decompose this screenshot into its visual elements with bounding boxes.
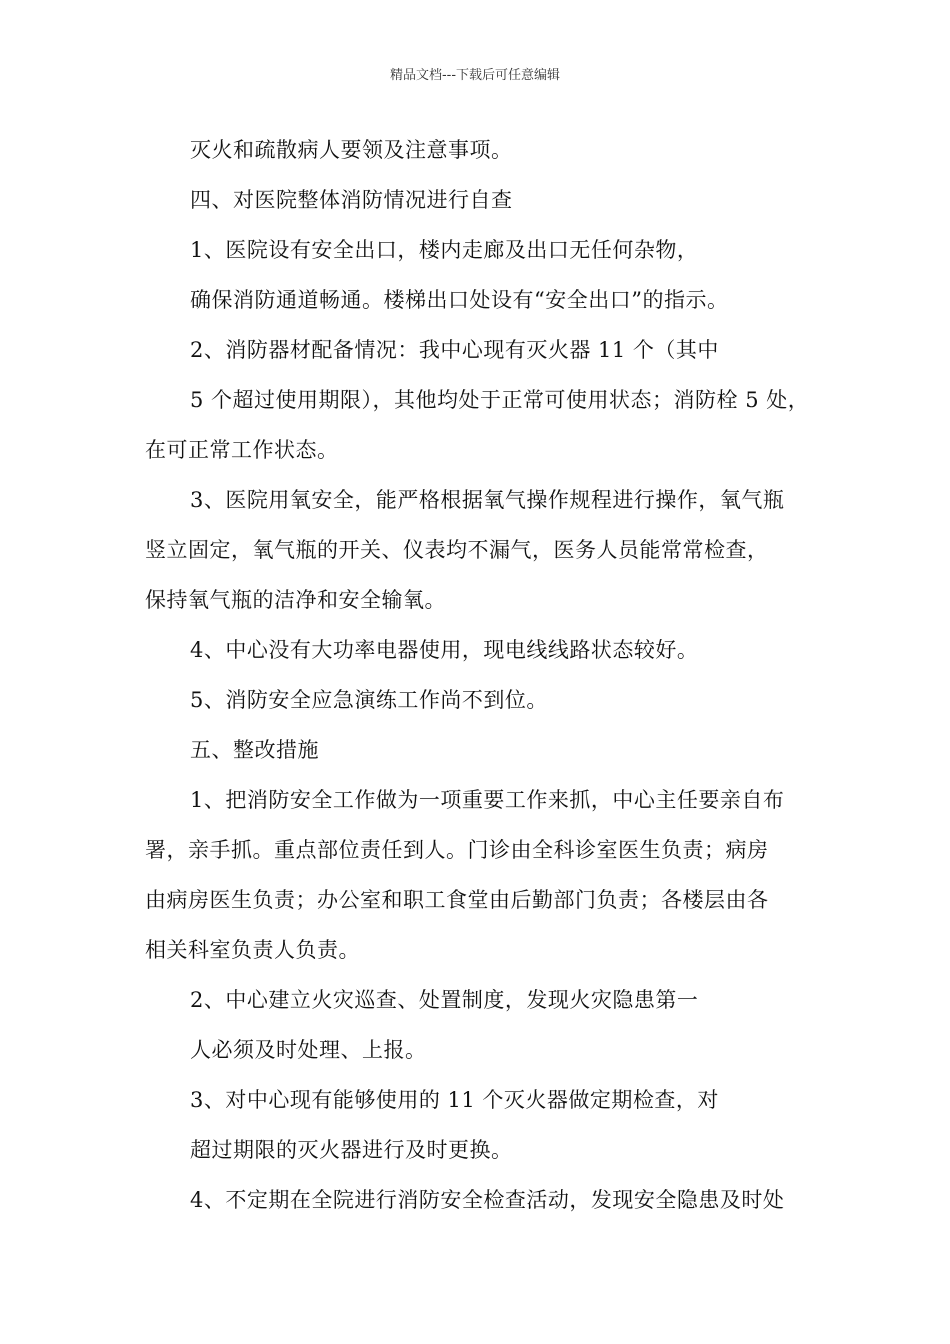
text-line-21: 超过期限的灭火器进行及时更换。	[190, 1138, 513, 1162]
text-line-10: 保持氧气瓶的洁净和安全输氧。	[145, 588, 446, 612]
text-line-17: 相关科室负责人负责。	[145, 938, 360, 962]
section-heading: 五、整改措施	[190, 738, 319, 762]
text-line-8: 3、医院用氧安全，能严格根据氧气操作规程进行操作，氧气瓶	[190, 488, 785, 512]
text-line-18: 2、中心建立火灾巡查、处置制度，发现火灾隐患第一	[190, 988, 699, 1012]
text-line-7: 在可正常工作状态。	[145, 438, 339, 462]
text-line-3: 1、医院设有安全出口，楼内走廊及出口无任何杂物，	[190, 238, 699, 262]
text-line-12: 5、消防安全应急演练工作尚不到位。	[190, 688, 548, 712]
text-line-1: 灭火和疏散病人要领及注意事项。	[190, 138, 513, 162]
text-line-2: 四、对医院整体消防情况进行自查	[190, 188, 513, 212]
text-line-20: 3、对中心现有能够使用的 11 个灭火器做定期检查，对	[190, 1088, 719, 1112]
text-line-11: 4、中心没有大功率电器使用，现电线线路状态较好。	[190, 638, 699, 662]
text-line-15: 署，亲手抓。重点部位责任到人。门诊由全科诊室医生负责；病房	[145, 838, 769, 862]
page-header: 精品文档---下载后可任意编辑	[389, 68, 561, 83]
text-line-19: 人必须及时处理、上报。	[190, 1038, 427, 1062]
text-line-9: 竖立固定，氧气瓶的开关、仪表均不漏气，医务人员能常常检查，	[145, 538, 769, 562]
text-line-6: 5 个超过使用期限），其他均处于正常可使用状态；消防栓 5 处，	[190, 388, 810, 412]
text-line-14: 1、把消防安全工作做为一项重要工作来抓，中心主任要亲自布	[190, 788, 785, 812]
text-line-4: 确保消防通道畅通。楼梯出口处设有“安全出口”的指示。	[190, 288, 729, 312]
text-line-22: 4、不定期在全院进行消防安全检查活动，发现安全隐患及时处	[190, 1188, 785, 1212]
text-line-5: 2、消防器材配备情况：我中心现有灭火器 11 个（其中	[190, 338, 719, 362]
text-line-16: 由病房医生负责；办公室和职工食堂由后勤部门负责；各楼层由各	[145, 888, 769, 912]
